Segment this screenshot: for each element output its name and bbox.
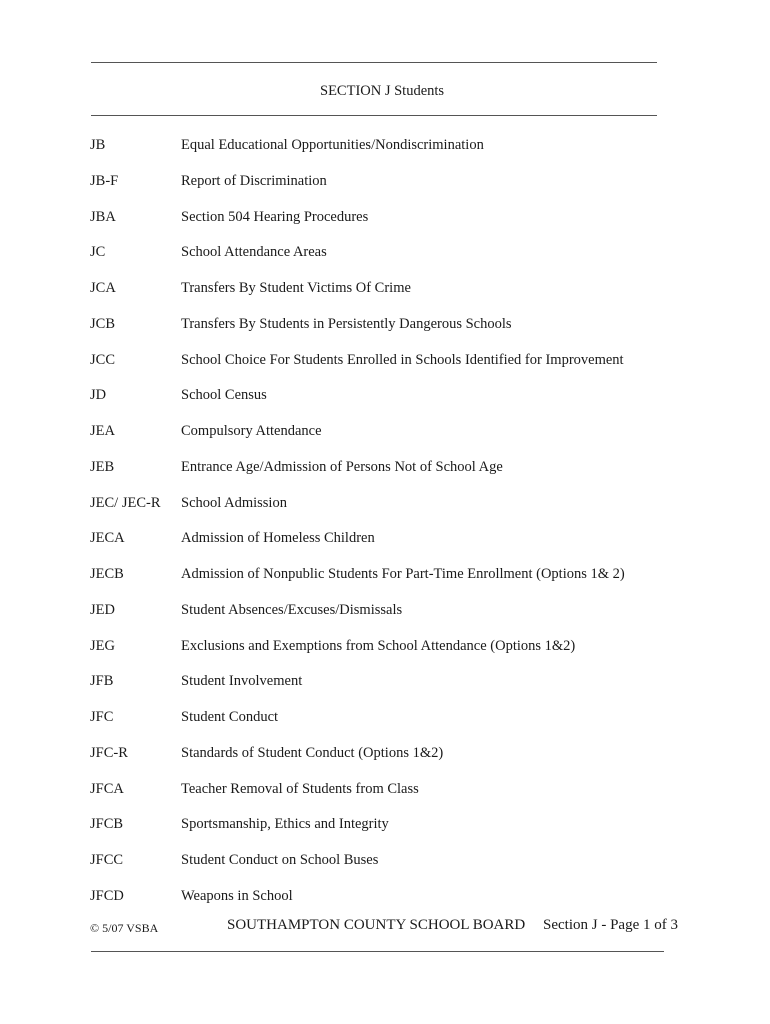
- bottom-divider: [91, 951, 664, 952]
- policy-title: Section 504 Hearing Procedures: [181, 208, 369, 225]
- policy-title: Transfers By Students in Persistently Dangerous Schools: [181, 315, 512, 332]
- policy-entry: [0, 779, 770, 799]
- policy-entry: [0, 493, 770, 513]
- policy-entry: [0, 707, 770, 727]
- page-footer: [0, 917, 770, 939]
- policy-code: JCB: [90, 315, 115, 332]
- policy-code: JEA: [90, 423, 115, 439]
- policy-entry: [0, 671, 770, 691]
- policy-entry: [0, 564, 770, 584]
- policy-title: Admission of Homeless Children: [181, 530, 375, 547]
- policy-title: Transfers By Student Victims Of Crime: [181, 280, 411, 296]
- policy-code: JB-F: [90, 172, 119, 189]
- policy-entry: [0, 242, 770, 262]
- policy-code: JFCD: [90, 887, 124, 904]
- policy-code: JFC-R: [90, 744, 128, 761]
- policy-title: Exclusions and Exemptions from School Attendance (Options 1&2): [181, 637, 576, 654]
- footer-board-name: SOUTHAMPTON COUNTY SCHOOL BOARD: [227, 917, 526, 933]
- policy-title: Compulsory Attendance: [181, 423, 322, 439]
- policy-title: School Census: [181, 387, 267, 404]
- policy-entry: [0, 207, 770, 227]
- policy-code: JFC: [90, 709, 114, 725]
- policy-code: JEB: [90, 458, 115, 475]
- policy-title: Student Conduct on School Buses: [181, 852, 379, 868]
- policy-code: JFCC: [90, 852, 124, 868]
- policy-code: JCA: [90, 280, 116, 296]
- policy-code: JEG: [90, 637, 115, 654]
- policy-title: Equal Educational Opportunities/Nondiscrimination: [181, 137, 484, 153]
- policy-title: Report of Discrimination: [181, 172, 327, 189]
- policy-entry: [0, 171, 770, 191]
- footer-copyright: © 5/07 VSBA: [90, 921, 159, 935]
- policy-title: Student Conduct: [181, 709, 279, 725]
- policy-title: Standards of Student Conduct (Options 1&2): [181, 744, 444, 761]
- policy-entry: [0, 314, 770, 334]
- policy-entry: [0, 278, 770, 298]
- footer-page-number: Section J - Page 1 of 3: [543, 917, 678, 933]
- policy-entry: [0, 528, 770, 548]
- policy-entry: [0, 850, 770, 870]
- policy-title: School Attendance Areas: [181, 244, 327, 261]
- policy-code: JFB: [90, 673, 114, 690]
- policy-title: Student Absences/Excuses/Dismissals: [181, 601, 403, 618]
- policy-title: Student Involvement: [181, 673, 303, 690]
- policy-entry: [0, 457, 770, 477]
- policy-code: JFCB: [90, 816, 124, 833]
- policy-entry: [0, 600, 770, 620]
- policy-title: Weapons in School: [181, 887, 293, 904]
- policy-title: Teacher Removal of Students from Class: [181, 780, 419, 797]
- policy-code: JD: [90, 387, 107, 404]
- policy-title: Admission of Nonpublic Students For Part-Time Enrollment (Options 1& 2): [181, 566, 625, 582]
- policy-title: Sportsmanship, Ethics and Integrity: [181, 816, 389, 833]
- policy-title: School Choice For Students Enrolled in Schools Identified for Improvement: [181, 351, 624, 368]
- section-title: SECTION J Students: [320, 83, 445, 99]
- policy-code: JECA: [90, 530, 125, 547]
- policy-entry: [0, 350, 770, 370]
- policy-entry: [0, 743, 770, 763]
- policy-code: JBA: [90, 208, 116, 225]
- policy-entry: [0, 886, 770, 906]
- policy-entry: [0, 135, 770, 155]
- policy-title: Entrance Age/Admission of Persons Not of School Age: [181, 458, 503, 475]
- policy-entry: [0, 421, 770, 441]
- policy-entry: [0, 385, 770, 405]
- policy-code: JED: [90, 601, 115, 618]
- policy-entry: [0, 814, 770, 834]
- policy-entry: [0, 636, 770, 656]
- policy-title: School Admission: [181, 494, 287, 511]
- policy-code: JECB: [90, 566, 124, 582]
- policy-code: JEC/ JEC-R: [90, 494, 161, 511]
- policy-code: JCC: [90, 351, 115, 368]
- policy-code: JC: [90, 244, 106, 261]
- policy-code: JB: [90, 137, 106, 153]
- policy-code: JFCA: [90, 780, 124, 797]
